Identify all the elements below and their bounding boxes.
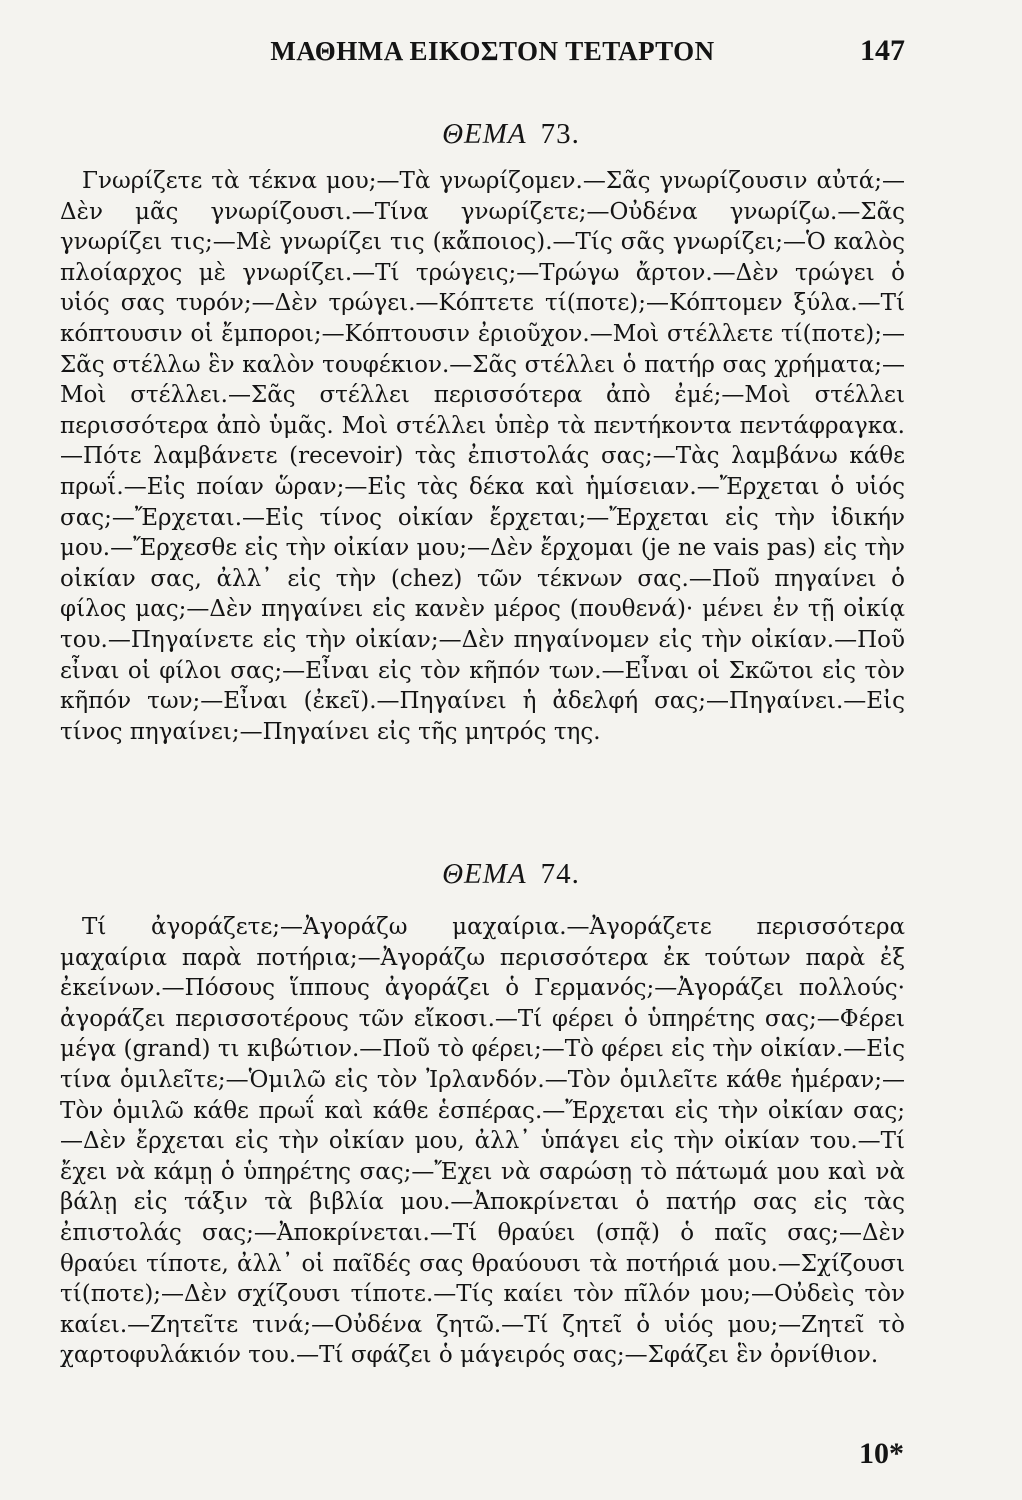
- exercise-text-74: Τί ἀγοράζετε;—Ἀγοράζω μαχαίρια.—Ἀγοράζετε περισσότερα μαχαίρια παρὰ ποτήρια;—Ἀγοράζω περισσότερα ἐκ τούτων παρὰ ἐξ ἐκείνων.—Πόσους ἵππους ἀγοράζει ὁ Γερμανός;—Ἀγοράζει πολλούς· ἀγοράζει περισσοτέρους τῶν εἴκοσι.—Τί φέρει ὁ ὑπηρέτης σας;—Φέρει μέγα (grand) τι κιβώτιον.—Ποῦ τὸ φέρει;—Τὸ φέρει εἰς τὴν οἰκίαν.—Εἰς τίνα ὁμιλεῖτε;—Ὁμιλῶ εἰς τὸν Ἰρλανδόν.—Τὸν ὁμιλεῖτε κάθε ἡμέραν;—Τὸν ὁμιλῶ κάθε πρωΐ καὶ κάθε ἑσπέρας.—Ἔρχεται εἰς τὴν οἰκίαν σας;—Δὲν ἔρχεται εἰς τὴν οἰκίαν μου, ἀλλ᾽ ὑπάγει εἰς τὴν οἰκίαν του.—Τί ἔχει νὰ κάμῃ ὁ ὑπηρέτης σας;—Ἔχει νὰ σαρώσῃ τὸ πάτωμά μου καὶ νὰ βάλῃ εἰς τάξιν τὰ βιβλία μου.—Ἀποκρίνεται ὁ πατήρ σας εἰς τὰς ἐπιστολάς σας;—Ἀποκρίνεται.—Τί θραύει (σπᾷ) ὁ παῖς σας;—Δὲν θραύει τίποτε, ἀλλ᾽ οἱ παῖδές σας θραύουσι τὰ ποτήριά μου.—Σχίζουσι τί(ποτε);—Δὲν σχίζουσι τίποτε.—Τίς καίει τὸν πῖλόν μου;—Οὐδεὶς τὸν καίει.—Ζητεῖτε τινά;—Οὐδένα ζητῶ.—Τί ζητεῖ ὁ υἱός μου;—Ζητεῖ τὸ χαρτοφυλάκιόν του.—Τί σφάζει ὁ μάγειρός σας;—Σφάζει ἓν ὀρνίθιον.: [60, 914, 905, 1369]
- section-number: 73.: [540, 118, 580, 150]
- signature-mark: 10*: [859, 1437, 904, 1470]
- page-header: [70, 34, 915, 74]
- section-heading-73: [0, 118, 1022, 151]
- section-label: ΘΕΜΑ: [442, 118, 527, 150]
- section-heading-74: [0, 858, 1022, 891]
- section-label: ΘΕΜΑ: [442, 858, 527, 890]
- page-number: 147: [860, 34, 905, 67]
- exercise-text-73: Γνωρίζετε τὰ τέκνα μου;—Τὰ γνωρίζομεν.—Σᾶς γνωρίζουσιν αὐτά;—Δὲν μᾶς γνωρίζουσι.—Τίνα γνωρίζετε;—Οὐδένα γνωρίζω.—Σᾶς γνωρίζει τις;—Μὲ γνωρίζει τις (κἄποιος).—Τίς σᾶς γνωρίζει;—Ὁ καλὸς πλοίαρχος μὲ γνωρίζει.—Τί τρώγεις;—Τρώγω ἄρτον.—Δὲν τρώγει ὁ υἱός σας τυρόν;—Δὲν τρώγει.—Κόπτετε τί(ποτε);—Κόπτομεν ξύλα.—Τί κόπτουσιν οἱ ἔμποροι;—Κόπτουσιν ἐριοῦχον.—Μοὶ στέλλετε τί(ποτε);—Σᾶς στέλλω ἓν καλὸν τουφέκιον.—Σᾶς στέλλει ὁ πατήρ σας χρήματα;—Μοὶ στέλλει.—Σᾶς στέλλει περισσότερα ἀπὸ ἐμέ;—Μοὶ στέλλει περισσότερα ἀπὸ ὑμᾶς. Μοὶ στέλλει ὑπὲρ τὰ πεντήκοντα πεντάφραγκα.—Πότε λαμβάνετε (recevoir) τὰς ἐπιστολάς σας;—Τὰς λαμβάνω κάθε πρωΐ.—Εἰς ποίαν ὥραν;—Εἰς τὰς δέκα καὶ ἡμίσειαν.—Ἔρχεται ὁ υἱός σας;—Ἔρχεται.—Εἰς τίνος οἰκίαν ἔρχεται;—Ἔρχεται εἰς τὴν ἰδικήν μου.—Ἔρχεσθε εἰς τὴν οἰκίαν μου;—Δὲν ἔρχομαι (je ne vais pas) εἰς τὴν οἰκίαν σας, ἀλλ᾽ εἰς τὴν (chez) τῶν τέκνων σας.—Ποῦ πηγαίνει ὁ φίλος μας;—Δὲν πηγαίνει εἰς κανὲν μέρος (πουθενά)· μένει ἐν τῇ οἰκίᾳ του.—Πηγαίνετε εἰς τὴν οἰκίαν;—Δὲν πηγαίνομεν εἰς τὴν οἰκίαν.—Ποῦ εἶναι οἱ φίλοι σας;—Εἶναι εἰς τὸν κῆπόν των.—Εἶναι οἱ Σκῶτοι εἰς τὸν κῆπόν των;—Εἶναι (ἐκεῖ).—Πηγαίνει ἡ ἀδελφή σας;—Πηγαίνει.—Εἰς τίνος πηγαίνει;—Πηγαίνει εἰς τῆς μητρός της.: [60, 168, 905, 745]
- running-title: ΜΑΘΗΜΑ ΕΙΚΟΣΤΟΝ ΤΕΤΑΡΤΟΝ: [270, 36, 715, 66]
- section-number: 74.: [540, 858, 580, 890]
